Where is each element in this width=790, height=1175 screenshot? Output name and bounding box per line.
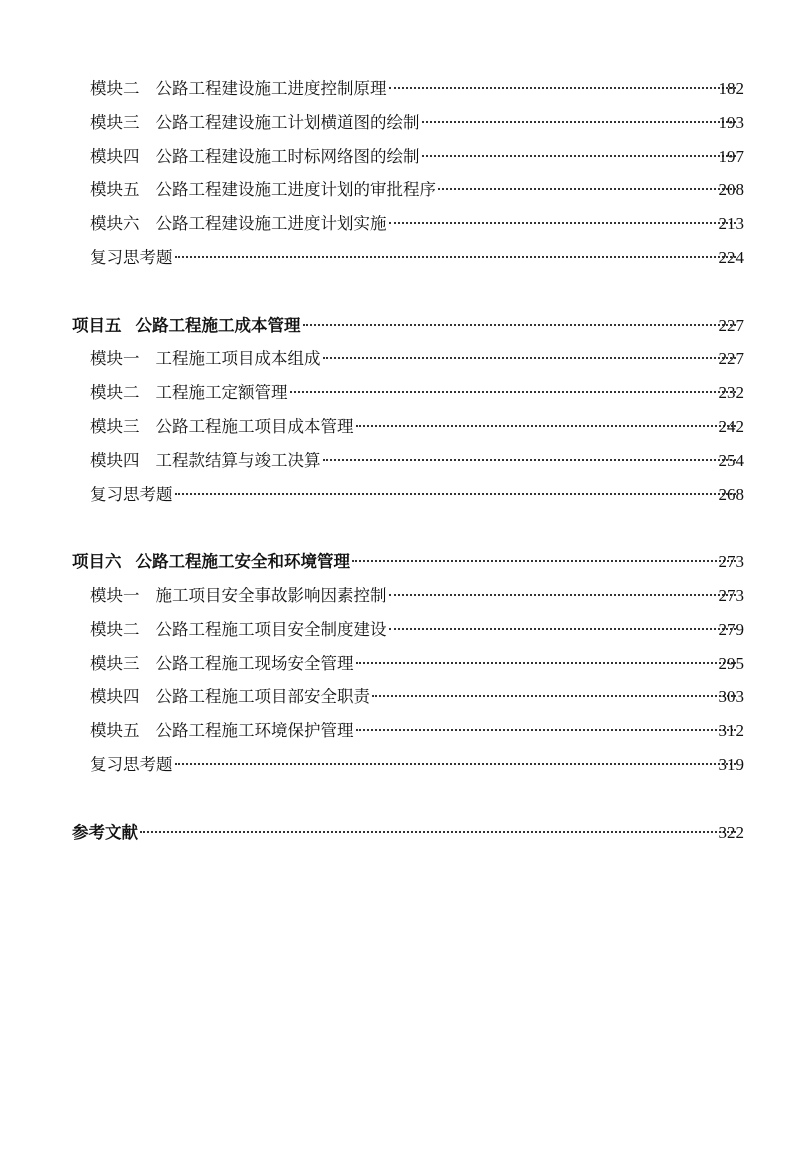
toc-entry-code: 模块四 — [90, 687, 140, 707]
toc-entry-page-number: 268 — [718, 484, 744, 504]
dot-leader — [422, 154, 737, 157]
toc-entry-label — [90, 376, 288, 410]
dot-leader — [438, 187, 736, 190]
section-gap — [0, 511, 790, 545]
toc-entry-review[interactable] — [0, 478, 790, 512]
toc-entry-label — [90, 241, 173, 275]
dot-leader — [389, 221, 737, 224]
toc-entry-line — [90, 748, 742, 782]
toc-entry-code: 模块一 — [90, 349, 140, 369]
toc-entry-title: 工程施工项目成本组成 — [155, 349, 321, 369]
toc-entry-module[interactable] — [0, 579, 790, 613]
toc-entry-title: 公路工程建设施工进度计划的审批程序 — [155, 180, 436, 200]
toc-entry-label — [90, 748, 173, 782]
dot-leader — [140, 830, 736, 833]
toc-entry-title: 公路工程施工项目部安全职责 — [155, 687, 370, 707]
toc-entry-page-number: 319 — [718, 754, 744, 774]
toc-entry-module[interactable] — [0, 444, 790, 478]
dot-leader — [372, 694, 736, 697]
toc-entry-code: 项目五 — [72, 315, 122, 335]
toc-entry-module[interactable] — [0, 376, 790, 410]
dot-leader — [323, 458, 737, 461]
toc-entry-page-number: 213 — [718, 214, 744, 234]
toc-entry-module[interactable] — [0, 410, 790, 444]
dot-leader — [356, 424, 737, 427]
toc-entry-title: 参考文献 — [72, 822, 138, 842]
toc-entry-line — [72, 309, 742, 343]
toc-entry-line — [90, 444, 742, 478]
toc-entry-code: 模块三 — [90, 653, 140, 673]
toc-entry-page-number: 227 — [718, 349, 744, 369]
toc-entry-page-number: 242 — [718, 416, 744, 436]
toc-entry-code: 模块一 — [90, 585, 140, 605]
toc-entry-page-number: 273 — [718, 552, 744, 572]
toc-entry-code: 模块三 — [90, 112, 140, 132]
toc-entry-module[interactable] — [0, 342, 790, 376]
toc-entry-page-number: 193 — [718, 112, 744, 132]
toc-entry-title: 公路工程建设施工进度控制原理 — [155, 79, 387, 98]
toc-entry-label — [90, 207, 387, 241]
toc-entry-line — [90, 613, 742, 647]
toc-entry-project[interactable] — [0, 309, 790, 343]
toc-entry-module[interactable] — [0, 714, 790, 748]
toc-entry-line — [90, 714, 742, 748]
toc-entry-line — [90, 106, 742, 140]
toc-entry-code: 模块六 — [90, 214, 140, 234]
toc-entry-code: 模块四 — [90, 450, 140, 470]
toc-entry-module[interactable] — [0, 173, 790, 207]
toc-entry-page-number: 182 — [718, 79, 744, 98]
toc-entry-page-number: 232 — [718, 383, 744, 403]
toc-entry-line — [90, 241, 742, 275]
toc-entry-code: 项目六 — [72, 552, 122, 572]
toc-entry-title: 公路工程施工现场安全管理 — [155, 653, 354, 673]
dot-leader — [303, 323, 737, 326]
toc-entry-code: 模块三 — [90, 416, 140, 436]
toc-entry-module[interactable] — [0, 647, 790, 681]
toc-entry-line — [90, 410, 742, 444]
toc-entry-line — [90, 72, 742, 106]
toc-entry-module[interactable] — [0, 106, 790, 140]
dot-leader — [389, 86, 737, 89]
toc-entry-page-number: 312 — [718, 721, 744, 741]
toc-entry-line — [72, 545, 742, 579]
toc-entry-line — [90, 579, 742, 613]
toc-entry-review[interactable] — [0, 748, 790, 782]
toc-entry-module[interactable] — [0, 680, 790, 714]
toc-entry-page-number: 273 — [718, 585, 744, 605]
toc-entry-page-number: 322 — [718, 822, 744, 842]
toc-entry-title: 公路工程施工成本管理 — [135, 315, 301, 335]
toc-entry-label — [90, 647, 354, 681]
table-of-contents — [0, 72, 790, 849]
dot-leader — [356, 728, 737, 731]
toc-entry-page-number: 208 — [718, 180, 744, 200]
toc-entry-project[interactable] — [0, 816, 790, 850]
toc-entry-code: 模块五 — [90, 180, 140, 200]
dot-leader — [356, 661, 737, 664]
toc-entry-module[interactable] — [0, 207, 790, 241]
toc-entry-title: 复习思考题 — [90, 484, 173, 504]
toc-entry-line — [90, 207, 742, 241]
toc-entry-line — [90, 647, 742, 681]
toc-entry-title: 公路工程施工项目成本管理 — [155, 416, 354, 436]
toc-entry-module[interactable] — [0, 72, 790, 106]
toc-entry-label — [90, 72, 387, 106]
section-gap — [0, 275, 790, 309]
toc-entry-title: 复习思考题 — [90, 247, 173, 267]
toc-entry-label — [90, 613, 387, 647]
toc-entry-line — [72, 816, 742, 850]
toc-entry-code: 模块二 — [90, 79, 140, 98]
dot-leader — [175, 492, 737, 495]
toc-entry-label — [90, 714, 354, 748]
toc-entry-line — [90, 680, 742, 714]
toc-entry-module[interactable] — [0, 613, 790, 647]
toc-entry-page-number: 224 — [718, 247, 744, 267]
toc-entry-line — [90, 342, 742, 376]
toc-entry-title: 复习思考题 — [90, 754, 173, 774]
toc-entry-page-number: 197 — [718, 146, 744, 166]
toc-entry-page-number: 303 — [718, 687, 744, 707]
toc-entry-label — [90, 173, 436, 207]
toc-entry-line — [90, 376, 742, 410]
toc-entry-title: 公路工程施工项目安全制度建设 — [155, 619, 387, 639]
toc-entry-line — [90, 478, 742, 512]
toc-entry-title: 工程款结算与竣工决算 — [155, 450, 321, 470]
toc-entry-title: 公路工程建设施工时标网络图的绘制 — [155, 146, 420, 166]
toc-entry-label — [90, 680, 370, 714]
toc-entry-label — [72, 816, 138, 850]
dot-leader — [352, 559, 736, 562]
dot-leader — [323, 356, 737, 359]
toc-entry-title: 施工项目安全事故影响因素控制 — [155, 585, 387, 605]
toc-entry-title: 公路工程施工环境保护管理 — [155, 721, 354, 741]
toc-entry-label — [90, 444, 321, 478]
toc-entry-label — [90, 410, 354, 444]
toc-entry-label — [72, 309, 301, 343]
dot-leader — [389, 593, 737, 596]
toc-entry-code: 模块二 — [90, 619, 140, 639]
toc-entry-title: 工程施工定额管理 — [155, 383, 288, 403]
toc-entry-review[interactable] — [0, 241, 790, 275]
toc-entry-module[interactable] — [0, 140, 790, 174]
toc-entry-project[interactable] — [0, 545, 790, 579]
dot-leader — [175, 762, 737, 765]
toc-entry-code: 模块二 — [90, 383, 140, 403]
section-gap — [0, 782, 790, 816]
toc-entry-line — [90, 140, 742, 174]
toc-entry-label — [90, 140, 420, 174]
toc-entry-page-number: 254 — [718, 450, 744, 470]
toc-entry-label — [72, 545, 350, 579]
toc-entry-label — [90, 106, 420, 140]
toc-entry-title: 公路工程建设施工进度计划实施 — [155, 214, 387, 234]
dot-leader — [389, 627, 737, 630]
toc-entry-line — [90, 173, 742, 207]
toc-entry-code: 模块四 — [90, 146, 140, 166]
toc-entry-label — [90, 478, 173, 512]
dot-leader — [290, 390, 737, 393]
toc-entry-title: 公路工程建设施工计划横道图的绘制 — [155, 112, 420, 132]
dot-leader — [175, 255, 737, 258]
toc-entry-page-number: 227 — [718, 315, 744, 335]
toc-entry-label — [90, 342, 321, 376]
toc-entry-title: 公路工程施工安全和环境管理 — [135, 552, 350, 572]
toc-entry-page-number: 279 — [718, 619, 744, 639]
toc-entry-code: 模块五 — [90, 721, 140, 741]
dot-leader — [422, 120, 737, 123]
toc-entry-label — [90, 579, 387, 613]
toc-entry-page-number: 295 — [718, 653, 744, 673]
